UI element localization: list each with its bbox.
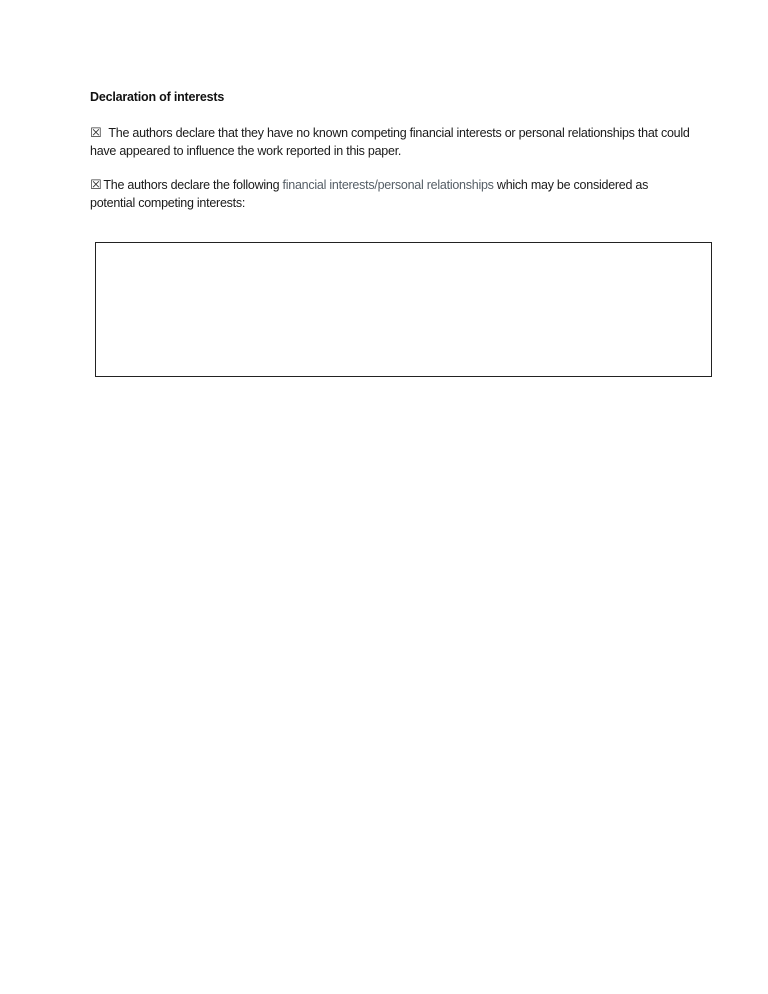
- following-interests-text-before: The authors declare the following: [103, 178, 283, 192]
- following-interests-statement: [90, 177, 690, 212]
- following-interests-text-after: which may be considered as potential competing interests:: [90, 178, 649, 210]
- declaration-heading: Declaration of interests: [90, 90, 225, 104]
- competing-interests-entry-box[interactable]: [95, 242, 712, 377]
- checked-checkbox-icon[interactable]: ☒: [90, 126, 102, 141]
- checked-checkbox-icon[interactable]: ☒: [90, 178, 102, 193]
- no-competing-interests-statement: [90, 125, 690, 160]
- no-competing-interests-text: The authors declare that they have no known competing financial interests or personal relationships that could have appeared to influence the work reported in this paper.: [90, 126, 690, 158]
- financial-interests-link-text: financial interests/personal relationships: [282, 178, 494, 192]
